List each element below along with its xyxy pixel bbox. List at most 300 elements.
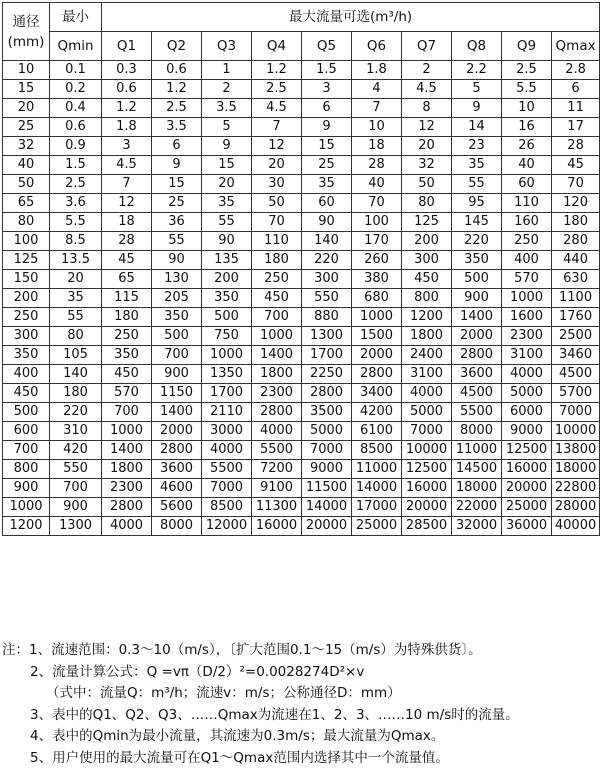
flow-cell: 9100: [252, 479, 302, 498]
flow-cell: 220: [452, 232, 502, 251]
diameter-cell: 65: [3, 194, 50, 213]
flow-cell: 45: [102, 251, 152, 270]
flow-cell: 0.6: [152, 61, 202, 80]
flow-cell: 1.2: [102, 99, 152, 118]
flow-cell: 2.8: [552, 61, 600, 80]
flow-cell: 1700: [202, 384, 252, 403]
flow-cell: 3.6: [50, 194, 102, 213]
flow-cell: 700: [102, 403, 152, 422]
flow-cell: 4500: [552, 365, 600, 384]
flow-cell: 6: [302, 99, 352, 118]
flow-cell: 2800: [152, 441, 202, 460]
diameter-cell: 1000: [3, 498, 50, 517]
flow-cell: 2.2: [452, 61, 502, 80]
flow-cell: 4000: [402, 384, 452, 403]
table-row: [3, 289, 600, 308]
flow-cell: 3.5: [202, 99, 252, 118]
flow-cell: 4.5: [102, 156, 152, 175]
note-3: 3、表中的Q1、Q2、Q3、……Qmax为流速在1、2、3、……10 m/s时的流量。: [30, 706, 519, 723]
flow-cell: 14000: [302, 498, 352, 517]
flow-cell: 5000: [402, 403, 452, 422]
flow-cell: 28: [102, 232, 152, 251]
flow-cell: 1300: [50, 517, 102, 536]
flow-cell: 300: [302, 270, 352, 289]
flow-cell: 1800: [252, 365, 302, 384]
flow-cell: 36: [152, 213, 202, 232]
flow-cell: 120: [552, 194, 600, 213]
flow-cell: 0.9: [50, 137, 102, 156]
flow-cell: 180: [252, 251, 302, 270]
flow-cell: 310: [50, 422, 102, 441]
flow-cell: 23: [452, 137, 502, 156]
flow-cell: 40000: [552, 517, 600, 536]
flow-cell: 28: [552, 137, 600, 156]
flow-cell: 70: [252, 213, 302, 232]
flow-cell: 3000: [202, 422, 252, 441]
flow-cell: 9: [452, 99, 502, 118]
flow-cell: 55: [50, 308, 102, 327]
flow-cell: 7: [252, 118, 302, 137]
flow-cell: 2110: [202, 403, 252, 422]
flow-cell: 32: [402, 156, 452, 175]
flow-cell: 880: [302, 308, 352, 327]
table-row: [3, 308, 600, 327]
flow-cell: 14500: [452, 460, 502, 479]
flow-cell: 5500: [452, 403, 502, 422]
flow-cell: 20: [202, 175, 252, 194]
table-row: [3, 479, 600, 498]
flow-cell: 115: [102, 289, 152, 308]
flow-cell: 22000: [452, 498, 502, 517]
table-header: [3, 3, 600, 61]
diameter-cell: 800: [3, 460, 50, 479]
flow-cell: 13.5: [50, 251, 102, 270]
flow-cell: 2.5: [152, 99, 202, 118]
flow-cell: 40: [502, 156, 552, 175]
flow-cell: 570: [502, 270, 552, 289]
flow-cell: 11: [552, 99, 600, 118]
table-row: [3, 175, 600, 194]
diameter-cell: 350: [3, 346, 50, 365]
flow-cell: 20: [50, 270, 102, 289]
flow-cell: 500: [152, 327, 202, 346]
flow-cell: 26: [502, 137, 552, 156]
table-row: [3, 118, 600, 137]
flow-cell: 5: [202, 118, 252, 137]
flow-cell: 2000: [452, 327, 502, 346]
flow-cell: 0.1: [50, 61, 102, 80]
flow-cell: 5.5: [50, 213, 102, 232]
flow-cell: 2000: [152, 422, 202, 441]
flow-cell: 550: [50, 460, 102, 479]
flow-cell: 7: [352, 99, 402, 118]
flow-cell: 5700: [552, 384, 600, 403]
diameter-cell: 600: [3, 422, 50, 441]
diameter-cell: 80: [3, 213, 50, 232]
flow-cell: 12500: [402, 460, 452, 479]
table-row: [3, 99, 600, 118]
diameter-cell: 450: [3, 384, 50, 403]
flow-cell: 20: [402, 137, 452, 156]
table-row: [3, 327, 600, 346]
flow-cell: 125: [402, 213, 452, 232]
flow-cell: 200: [202, 270, 252, 289]
column-header: Q3: [202, 32, 252, 61]
flow-cell: 25000: [502, 498, 552, 517]
flow-cell: 80: [50, 327, 102, 346]
table-row: [3, 137, 600, 156]
column-header: Q2: [152, 32, 202, 61]
flow-cell: 4.5: [402, 80, 452, 99]
flow-cell: 1760: [552, 308, 600, 327]
flow-rate-table: [2, 2, 600, 536]
flow-cell: 7000: [302, 441, 352, 460]
flow-cell: 50: [402, 175, 452, 194]
flow-cell: 0.6: [102, 80, 152, 99]
table-row: [3, 346, 600, 365]
table-row: [3, 384, 600, 403]
flow-cell: 8000: [452, 422, 502, 441]
flow-cell: 4.5: [252, 99, 302, 118]
flow-cell: 28500: [402, 517, 452, 536]
flow-cell: 4: [352, 80, 402, 99]
flow-cell: 8500: [202, 498, 252, 517]
flow-cell: 1.8: [352, 61, 402, 80]
flow-cell: 6: [152, 137, 202, 156]
flow-cell: 1800: [102, 460, 152, 479]
flow-cell: 140: [302, 232, 352, 251]
flow-cell: 5000: [302, 422, 352, 441]
flow-cell: 40: [352, 175, 402, 194]
flow-cell: 0.2: [50, 80, 102, 99]
flow-cell: 3600: [452, 365, 502, 384]
flow-cell: 1000: [352, 308, 402, 327]
flow-cell: 11500: [302, 479, 352, 498]
flow-cell: 2000: [352, 346, 402, 365]
flow-cell: 35: [50, 289, 102, 308]
flow-cell: 45: [552, 156, 600, 175]
flow-cell: 9: [202, 137, 252, 156]
diameter-cell: 250: [3, 308, 50, 327]
flow-cell: 6: [552, 80, 600, 99]
flow-cell: 2800: [252, 403, 302, 422]
note-2-legend: （式中：流量Q：m³/h；流速v：m/s；公称通径D：mm）: [46, 685, 401, 701]
table-row: [3, 270, 600, 289]
flow-cell: 420: [50, 441, 102, 460]
flow-cell: 0.3: [102, 61, 152, 80]
diameter-header: [3, 3, 50, 61]
flow-cell: 9000: [502, 422, 552, 441]
note-2: 2、流量计算公式：Q =vπ（D/2）²=0.0028274D²×v: [30, 663, 365, 680]
flow-cell: 28000: [552, 498, 600, 517]
flow-cell: 1.2: [152, 80, 202, 99]
note-1: 注：1、流速范围：0.3～10（m/s），〔扩大范围0.1～15（m/s）为特殊供货〕。: [2, 642, 482, 658]
table-row: [3, 460, 600, 479]
flow-cell: 180: [50, 384, 102, 403]
flow-cell: 250: [502, 232, 552, 251]
flow-cell: 2: [402, 61, 452, 80]
diameter-cell: 25: [3, 118, 50, 137]
flow-cell: 3100: [402, 365, 452, 384]
flow-cell: 22800: [552, 479, 600, 498]
table-row: [3, 422, 600, 441]
flow-cell: 130: [152, 270, 202, 289]
flow-cell: 35: [452, 156, 502, 175]
flow-cell: 450: [102, 365, 152, 384]
flow-cell: 25: [302, 156, 352, 175]
note-5: 5、用户使用的最大流量可在Q1～Qmax范围内选择其中一个流量值。: [30, 749, 449, 766]
diameter-cell: 700: [3, 441, 50, 460]
diameter-cell: 500: [3, 403, 50, 422]
flow-cell: 170: [352, 232, 402, 251]
flow-cell: 20000: [502, 479, 552, 498]
flow-cell: 500: [202, 308, 252, 327]
flow-cell: 260: [352, 251, 402, 270]
flow-cell: 1100: [552, 289, 600, 308]
flow-cell: 1400: [452, 308, 502, 327]
flow-cell: 12500: [502, 441, 552, 460]
flow-cell: 350: [452, 251, 502, 270]
flow-cell: 5600: [152, 498, 202, 517]
flow-cell: 11300: [252, 498, 302, 517]
flow-cell: 400: [502, 251, 552, 270]
flow-cell: 18: [352, 137, 402, 156]
flow-cell: 3: [302, 80, 352, 99]
flow-cell: 4600: [152, 479, 202, 498]
note-4: 4、表中的Qmin为最小流量，其流速为0.3m/s；最大流量为Qmax。: [30, 728, 445, 744]
flow-cell: 700: [152, 346, 202, 365]
flow-cell: 1.5: [302, 61, 352, 80]
flow-cell: 60: [502, 175, 552, 194]
diameter-cell: 300: [3, 327, 50, 346]
flow-cell: 90: [152, 251, 202, 270]
flow-cell: 1000: [502, 289, 552, 308]
flow-cell: 2300: [102, 479, 152, 498]
flow-cell: 5: [452, 80, 502, 99]
flow-cell: 4000: [252, 422, 302, 441]
flow-cell: 3: [102, 137, 152, 156]
flow-cell: 35: [202, 194, 252, 213]
flow-cell: 5500: [202, 460, 252, 479]
diameter-cell: 150: [3, 270, 50, 289]
flow-cell: 50: [252, 194, 302, 213]
flow-cell: 7: [102, 175, 152, 194]
flow-cell: 450: [252, 289, 302, 308]
flow-cell: 1700: [302, 346, 352, 365]
flow-cell: 205: [152, 289, 202, 308]
column-header: Qmin: [50, 32, 102, 61]
flow-cell: 36000: [502, 517, 552, 536]
flow-cell: 9: [152, 156, 202, 175]
flow-cell: 35: [302, 175, 352, 194]
flow-cell: 900: [50, 498, 102, 517]
column-header: Q8: [452, 32, 502, 61]
flow-cell: 16000: [402, 479, 452, 498]
flow-cell: 110: [502, 194, 552, 213]
diameter-cell: 1200: [3, 517, 50, 536]
column-header: Q7: [402, 32, 452, 61]
flow-cell: 8: [402, 99, 452, 118]
flow-cell: 200: [402, 232, 452, 251]
table-row: [3, 232, 600, 251]
flow-cell: 380: [352, 270, 402, 289]
column-header: Q4: [252, 32, 302, 61]
flow-cell: 14: [452, 118, 502, 137]
flow-cell: 750: [202, 327, 252, 346]
flow-cell: 18000: [452, 479, 502, 498]
flow-cell: 2800: [302, 384, 352, 403]
diameter-cell: 32: [3, 137, 50, 156]
flow-cell: 0.4: [50, 99, 102, 118]
flow-cell: 100: [352, 213, 402, 232]
column-header: Q6: [352, 32, 402, 61]
diameter-cell: 40: [3, 156, 50, 175]
diameter-cell: 125: [3, 251, 50, 270]
flow-cell: 180: [102, 308, 152, 327]
diameter-cell: 20: [3, 99, 50, 118]
flow-cell: 2400: [402, 346, 452, 365]
flow-cell: 700: [50, 479, 102, 498]
flow-cell: 80: [402, 194, 452, 213]
flow-cell: 7000: [402, 422, 452, 441]
flow-cell: 135: [202, 251, 252, 270]
table-row: [3, 403, 600, 422]
flow-cell: 20000: [302, 517, 352, 536]
flow-cell: 60: [302, 194, 352, 213]
flow-cell: 1.2: [252, 61, 302, 80]
flow-cell: 20000: [402, 498, 452, 517]
flow-cell: 17: [552, 118, 600, 137]
column-header: Q1: [102, 32, 152, 61]
flow-cell: 1300: [302, 327, 352, 346]
table-row: [3, 156, 600, 175]
notes: [2, 640, 602, 769]
flow-cell: 12: [252, 137, 302, 156]
flow-cell: 55: [452, 175, 502, 194]
flow-cell: 1000: [102, 422, 152, 441]
flow-cell: 2300: [502, 327, 552, 346]
table-row: [3, 194, 600, 213]
flow-cell: 4000: [202, 441, 252, 460]
flow-cell: 3400: [352, 384, 402, 403]
flow-cell: 8500: [352, 441, 402, 460]
flow-cell: 570: [102, 384, 152, 403]
flow-cell: 5.5: [502, 80, 552, 99]
flow-cell: 550: [302, 289, 352, 308]
flow-cell: 630: [552, 270, 600, 289]
diameter-cell: 15: [3, 80, 50, 99]
diameter-unit: (mm): [7, 33, 45, 50]
flow-cell: 2500: [552, 327, 600, 346]
flow-cell: 1150: [152, 384, 202, 403]
flow-cell: 9000: [302, 460, 352, 479]
flow-cell: 105: [50, 346, 102, 365]
flow-cell: 3.5: [152, 118, 202, 137]
flow-cell: 17000: [352, 498, 402, 517]
flow-cell: 6000: [502, 403, 552, 422]
flow-cell: 250: [102, 327, 152, 346]
flow-cell: 250: [252, 270, 302, 289]
table-row: [3, 251, 600, 270]
flow-cell: 90: [202, 232, 252, 251]
flow-cell: 1600: [502, 308, 552, 327]
flow-cell: 10000: [552, 422, 600, 441]
column-header-row: [3, 32, 600, 61]
table-row: [3, 517, 600, 536]
flow-cell: 220: [50, 403, 102, 422]
flow-cell: 16000: [502, 460, 552, 479]
flow-cell: 25000: [352, 517, 402, 536]
flow-cell: 2.5: [502, 61, 552, 80]
flow-cell: 16000: [252, 517, 302, 536]
flow-cell: 11000: [352, 460, 402, 479]
flow-cell: 95: [452, 194, 502, 213]
diameter-label: 通径: [12, 13, 40, 30]
flow-cell: 12: [402, 118, 452, 137]
flow-cell: 8000: [152, 517, 202, 536]
flow-cell: 55: [202, 213, 252, 232]
flow-cell: 15: [152, 175, 202, 194]
flow-cell: 1: [202, 61, 252, 80]
flow-cell: 12: [102, 194, 152, 213]
flow-cell: 2.5: [50, 175, 102, 194]
flow-cell: 2800: [102, 498, 152, 517]
flow-cell: 25: [152, 194, 202, 213]
flow-cell: 2: [202, 80, 252, 99]
flow-cell: 1.5: [50, 156, 102, 175]
flow-cell: 180: [552, 213, 600, 232]
flow-cell: 55: [152, 232, 202, 251]
flow-cell: 350: [102, 346, 152, 365]
flow-cell: 3600: [152, 460, 202, 479]
flow-cell: 3500: [302, 403, 352, 422]
flow-cell: 4000: [102, 517, 152, 536]
flow-cell: 700: [252, 308, 302, 327]
flow-cell: 2800: [352, 365, 402, 384]
flow-cell: 10000: [402, 441, 452, 460]
flow-cell: 900: [452, 289, 502, 308]
flow-cell: 30: [252, 175, 302, 194]
flow-cell: 32000: [452, 517, 502, 536]
flow-cell: 1200: [402, 308, 452, 327]
flow-cell: 900: [152, 365, 202, 384]
flow-cell: 2800: [452, 346, 502, 365]
flow-cell: 1500: [352, 327, 402, 346]
flow-cell: 1000: [252, 327, 302, 346]
diameter-cell: 100: [3, 232, 50, 251]
table-row: [3, 80, 600, 99]
flow-cell: 280: [552, 232, 600, 251]
column-header: Q5: [302, 32, 352, 61]
flow-cell: 10: [502, 99, 552, 118]
flow-cell: 440: [552, 251, 600, 270]
diameter-cell: 50: [3, 175, 50, 194]
flow-cell: 350: [202, 289, 252, 308]
flow-cell: 14000: [352, 479, 402, 498]
diameter-cell: 10: [3, 61, 50, 80]
flow-cell: 7000: [552, 403, 600, 422]
flow-cell: 4200: [352, 403, 402, 422]
flow-cell: 1400: [152, 403, 202, 422]
flow-cell: 680: [352, 289, 402, 308]
flow-cell: 10: [352, 118, 402, 137]
flow-cell: 4000: [502, 365, 552, 384]
flow-cell: 5000: [502, 384, 552, 403]
flow-cell: 18: [102, 213, 152, 232]
diameter-cell: 400: [3, 365, 50, 384]
flow-cell: 1000: [202, 346, 252, 365]
diameter-cell: 200: [3, 289, 50, 308]
